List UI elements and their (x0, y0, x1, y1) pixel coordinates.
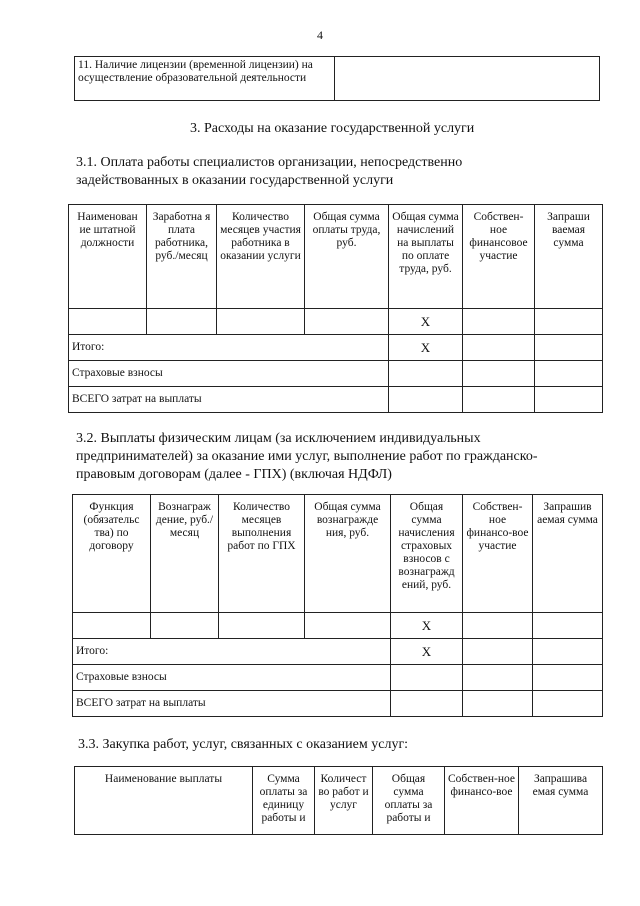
license-value-cell[interactable] (335, 57, 600, 101)
cell[interactable] (389, 387, 463, 413)
cell[interactable] (535, 309, 603, 335)
total-label: Итого: (69, 335, 389, 361)
total-row (69, 335, 603, 361)
cell[interactable] (73, 613, 151, 639)
cell[interactable] (217, 309, 305, 335)
cell[interactable] (463, 665, 533, 691)
header-total-cost: Общая сумма оплаты за работы и (373, 767, 445, 835)
grand-total-label: ВСЕГО затрат на выплаты (73, 691, 391, 717)
cell[interactable] (463, 691, 533, 717)
cell[interactable] (463, 639, 533, 665)
section-3-2-title-line2: предпринимателей) за оказание ими услуг, выполнение работ по гражданско- (76, 449, 538, 464)
cell[interactable] (305, 309, 389, 335)
header-requested: Запрашив аемая сумма (533, 495, 603, 613)
insurance-label: Страховые взносы (69, 361, 389, 387)
section-3-1-title-line1: 3.1. Оплата работы специалистов организации, непосредственно (76, 155, 463, 170)
section-3-2-title-line3: правовым договорам (далее - ГПХ) (включая НДФЛ) (76, 467, 392, 482)
cell[interactable] (69, 309, 147, 335)
header-reward: Вознаграж дение, руб./месяц (151, 495, 219, 613)
header-function: Функция (обязательс тва) по договору (73, 495, 151, 613)
section-3-3-title: 3.3. Закупка работ, услуг, связанных с оказанием услуг: (78, 737, 409, 752)
cell[interactable] (389, 361, 463, 387)
section-3-title: 3. Расходы на оказание государственной услуги (190, 121, 475, 136)
cell[interactable] (147, 309, 217, 335)
header-months: Количество месяцев участия работника в оказании услуги (217, 205, 305, 309)
license-label: 11. Наличие лицензии (временной лицензии) на осуществление образовательной деятельности (75, 57, 335, 101)
header-accruals: Общая сумма начислений на выплаты по оплате труда, руб. (389, 205, 463, 309)
cell[interactable] (463, 309, 535, 335)
header-requested: Запрашива емая сумма (519, 767, 603, 835)
cell[interactable] (391, 665, 463, 691)
x-mark: Х (391, 639, 463, 665)
cell[interactable] (151, 613, 219, 639)
cell[interactable] (533, 665, 603, 691)
staff-payment-table (68, 204, 603, 413)
license-table (74, 56, 600, 101)
header-unit-cost: Сумма оплаты за единицу работы и (253, 767, 315, 835)
cell[interactable] (533, 639, 603, 665)
grand-total-label: ВСЕГО затрат на выплаты (69, 387, 389, 413)
cell[interactable] (305, 613, 391, 639)
cell[interactable] (535, 335, 603, 361)
header-own-funding: Собствен-ное финансо-вое (445, 767, 519, 835)
insurance-row (73, 665, 603, 691)
cell[interactable] (219, 613, 305, 639)
header-requested: Запраши ваемая сумма (535, 205, 603, 309)
cell[interactable] (463, 335, 535, 361)
section-3-2-title-line1: 3.2. Выплаты физическим лицам (за исключением индивидуальных (76, 431, 481, 446)
cell[interactable] (463, 361, 535, 387)
total-label: Итого: (73, 639, 391, 665)
table-row (69, 309, 603, 335)
x-mark: Х (389, 335, 463, 361)
cell[interactable] (463, 613, 533, 639)
gph-payment-table (72, 494, 603, 717)
header-salary: Заработна я плата работника, руб./месяц (147, 205, 217, 309)
x-mark: Х (391, 613, 463, 639)
header-insurance-accruals: Общая сумма начисления страховых взносов с вознагражд ений, руб. (391, 495, 463, 613)
header-own-funding: Собствен-ное финансовое участие (463, 205, 535, 309)
page-number: 4 (317, 28, 323, 42)
section-3-1-title-line2: задействованных в оказании государственной услуги (76, 173, 394, 188)
cell[interactable] (533, 613, 603, 639)
grand-total-row (69, 387, 603, 413)
cell[interactable] (391, 691, 463, 717)
grand-total-row (73, 691, 603, 717)
purchase-table (74, 766, 603, 835)
header-total-reward: Общая сумма вознагражде ния, руб. (305, 495, 391, 613)
header-payment-name: Наименование выплаты (75, 767, 253, 835)
x-mark: Х (389, 309, 463, 335)
header-position: Наименован ие штатной должности (69, 205, 147, 309)
cell[interactable] (535, 387, 603, 413)
cell[interactable] (533, 691, 603, 717)
header-total-pay: Общая сумма оплаты труда, руб. (305, 205, 389, 309)
insurance-row (69, 361, 603, 387)
header-own-funding: Собствен-ное финансо-вое участие (463, 495, 533, 613)
cell[interactable] (463, 387, 535, 413)
insurance-label: Страховые взносы (73, 665, 391, 691)
table-row (73, 613, 603, 639)
cell[interactable] (535, 361, 603, 387)
header-quantity: Количест во работ и услуг (315, 767, 373, 835)
header-months: Количество месяцев выполнения работ по ГПХ (219, 495, 305, 613)
total-row (73, 639, 603, 665)
